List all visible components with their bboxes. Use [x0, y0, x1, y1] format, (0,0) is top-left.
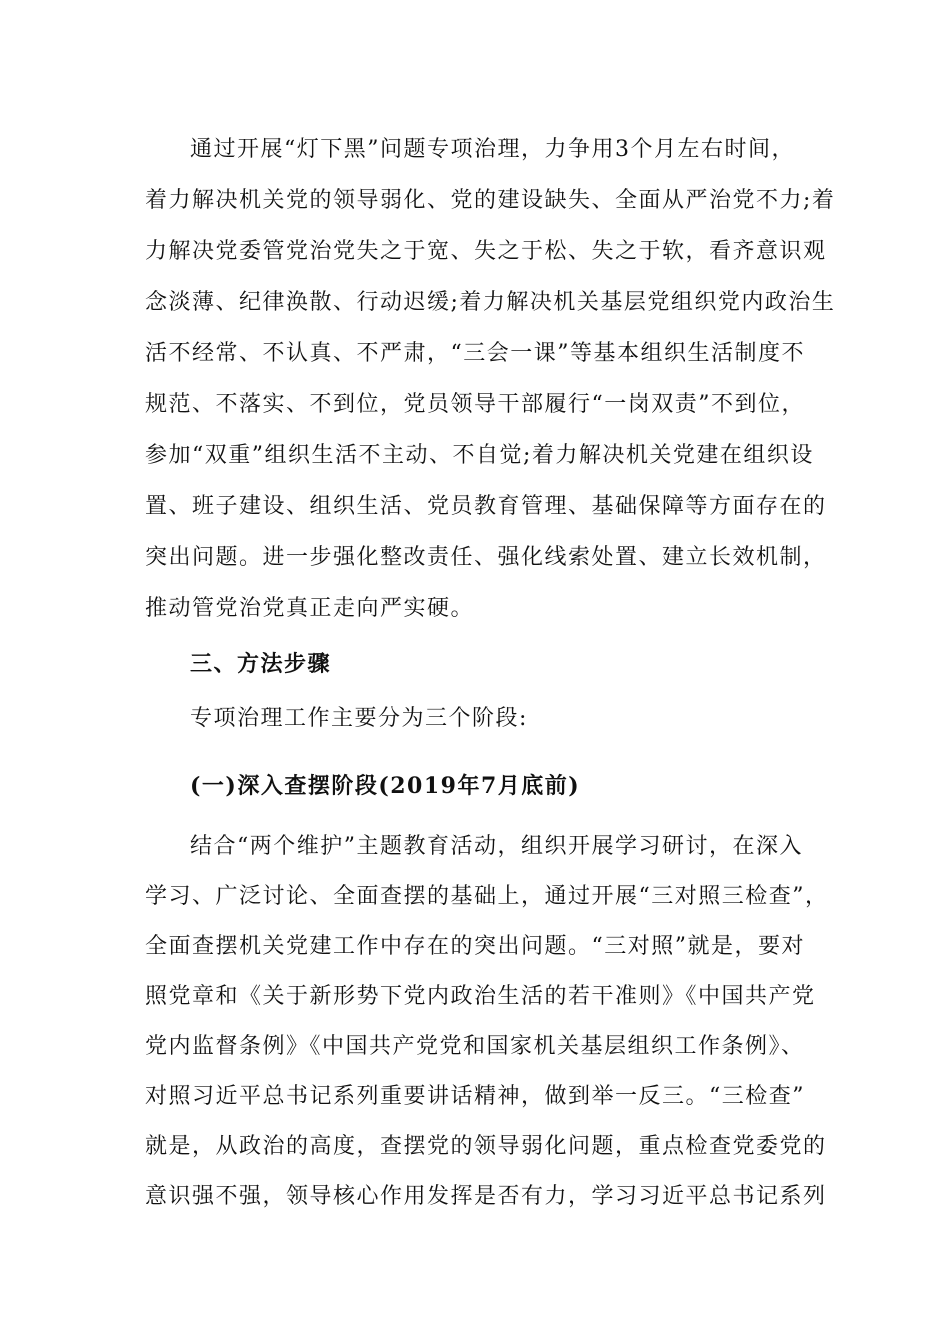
stage-heading: (一)深入查摆阶段(2019年7月底前): [190, 773, 581, 799]
paragraph-line: 参加“双重”组织生活不主动、不自觉;着力解决机关党建在组织设: [145, 443, 814, 468]
section-heading: 三、方法步骤: [190, 651, 332, 677]
paragraph-line: 意识强不强，领导核心作用发挥是否有力，学习习近平总书记系列: [145, 1184, 827, 1209]
paragraph-line: 突出问题。进一步强化整改责任、强化线索处置、建立长效机制，: [145, 545, 827, 570]
paragraph-line: 推动管党治党真正走向严实硬。: [145, 596, 475, 621]
paragraph-line: 就是，从政治的高度，查摆党的领导弱化问题，重点检查党委党的: [145, 1134, 827, 1159]
paragraph-line: 党内监督条例》《中国共产党党和国家机关基层组织工作条例》、: [145, 1034, 805, 1059]
paragraph-line: 全面查摆机关党建工作中存在的突出问题。“三对照”就是，要对: [145, 934, 805, 959]
paragraph-line: 规范、不落实、不到位，党员领导干部履行“一岗双责”不到位，: [145, 392, 805, 417]
paragraph-line: 学习、广泛讨论、全面查摆的基础上，通过开展“三对照三检查”，: [145, 884, 829, 909]
paragraph-line: 着力解决机关党的领导弱化、党的建设缺失、全面从严治党不力;着: [145, 188, 836, 213]
paragraph-line: 置、班子建设、组织生活、党员教育管理、基础保障等方面存在的: [145, 494, 827, 519]
paragraph-line: 对照习近平总书记系列重要讲话精神，做到举一反三。“三检查”: [145, 1084, 805, 1109]
paragraph-line: 念淡薄、纪律涣散、行动迟缓;着力解决机关基层党组织党内政治生: [145, 290, 836, 315]
paragraph-line: 结合“两个维护”主题教育活动，组织开展学习研讨，在深入: [190, 834, 803, 859]
paragraph-line: 通过开展“灯下黑”问题专项治理，力争用3个月左右时间，: [190, 137, 795, 162]
paragraph-line: 活不经常、不认真、不严肃，“三会一课”等基本组织生活制度不: [145, 341, 805, 366]
paragraph-line: 照党章和《关于新形势下党内政治生活的若干准则》《中国共产党: [145, 984, 816, 1009]
intro-line: 专项治理工作主要分为三个阶段:: [190, 706, 528, 731]
paragraph-line: 力解决党委管党治党失之于宽、失之于松、失之于软，看齐意识观: [145, 239, 827, 264]
